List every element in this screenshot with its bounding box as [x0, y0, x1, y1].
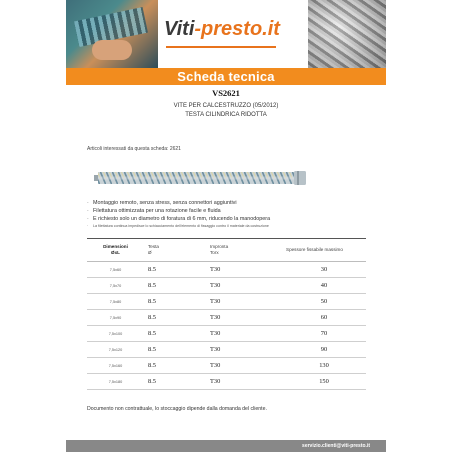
- feature-list: [87, 199, 367, 229]
- product-code: VS2621: [212, 88, 240, 98]
- cell-dimensioni: 7,5x180: [87, 374, 144, 390]
- cell-spessore: 130: [282, 358, 366, 374]
- logo-main: Viti: [164, 18, 195, 40]
- disclaimer: Documento non contrattuale, lo stoccaggio dipende dalla domanda del cliente.: [87, 406, 267, 412]
- logo-underline: [166, 46, 276, 48]
- cell-impronta: T30: [206, 342, 282, 358]
- screw-image: [94, 170, 308, 186]
- cell-testa: 8.5: [144, 326, 206, 342]
- header-photo-tools: [66, 0, 158, 68]
- table-row: [87, 294, 366, 310]
- cell-testa: 8.5: [144, 310, 206, 326]
- col-header-spessore: Spessore fissabile massimo: [282, 239, 366, 262]
- table-row: [87, 326, 366, 342]
- cell-dimensioni: 7,5x60: [87, 262, 144, 278]
- feature-item: · Filettatura ottimizzata per una rotazione facile e fluida: [87, 207, 367, 215]
- table-row: [87, 342, 366, 358]
- cell-spessore: 70: [282, 326, 366, 342]
- header-photo-screws: [308, 0, 386, 68]
- table-row: [87, 278, 366, 294]
- table-row: [87, 374, 366, 390]
- cell-spessore: 30: [282, 262, 366, 278]
- cell-impronta: T30: [206, 358, 282, 374]
- cell-testa: 8.5: [144, 262, 206, 278]
- col-header-testa: Testa Ø: [144, 239, 206, 262]
- cell-impronta: T30: [206, 278, 282, 294]
- cell-testa: 8.5: [144, 374, 206, 390]
- cell-testa: 8.5: [144, 294, 206, 310]
- cell-spessore: 40: [282, 278, 366, 294]
- cell-dimensioni: 7,5x90: [87, 310, 144, 326]
- cell-impronta: T30: [206, 310, 282, 326]
- product-line-2: TESTA CILINDRICA RIDOTTA: [185, 112, 267, 118]
- cell-impronta: T30: [206, 294, 282, 310]
- cell-spessore: 150: [282, 374, 366, 390]
- customer-service-email[interactable]: servizio.clienti@viti-presto.it: [302, 443, 370, 449]
- logo-area: [158, 0, 308, 68]
- cell-impronta: T30: [206, 326, 282, 342]
- cell-impronta: T30: [206, 262, 282, 278]
- articles-text: Articoli interessati da questa scheda: 2621: [87, 146, 181, 152]
- cell-testa: 8.5: [144, 358, 206, 374]
- spec-table: [87, 238, 366, 390]
- footer-bar: [66, 440, 386, 452]
- feature-note: · La filettatura continua impedisce lo schiacciamento dell'elemento di fissaggio contro il materiale da costruzione: [87, 223, 367, 229]
- table-row: [87, 358, 366, 374]
- product-line-1: VITE PER CALCESTRUZZO (05/2012): [173, 103, 279, 109]
- cell-impronta: T30: [206, 374, 282, 390]
- product-description: [66, 102, 386, 120]
- col-header-dimensioni: Dimensioni ØxL: [87, 239, 144, 262]
- brand-logo: [164, 18, 280, 41]
- cell-testa: 8.5: [144, 278, 206, 294]
- table-row: [87, 310, 366, 326]
- cell-spessore: 90: [282, 342, 366, 358]
- feature-item: · E richiesto solo un diametro di foratura di 6 mm, riducendo la manodopera: [87, 215, 367, 223]
- table-row: [87, 262, 366, 278]
- cell-dimensioni: 7,5x160: [87, 358, 144, 374]
- logo-accent: -presto.it: [194, 18, 280, 40]
- cell-dimensioni: 7,5x70: [87, 278, 144, 294]
- col-header-impronta: Impronta Torx: [206, 239, 282, 262]
- cell-dimensioni: 7,5x80: [87, 294, 144, 310]
- feature-item: · Montaggio remoto, senza stress, senza connettori aggiuntivi: [87, 199, 367, 207]
- cell-spessore: 50: [282, 294, 366, 310]
- table-header-row: [87, 239, 366, 262]
- cell-dimensioni: 7,5x100: [87, 326, 144, 342]
- datasheet-page: [66, 0, 386, 452]
- cell-testa: 8.5: [144, 342, 206, 358]
- header: [66, 0, 386, 68]
- banner-title: Scheda tecnica: [66, 68, 386, 85]
- cell-dimensioni: 7,5x120: [87, 342, 144, 358]
- cell-spessore: 60: [282, 310, 366, 326]
